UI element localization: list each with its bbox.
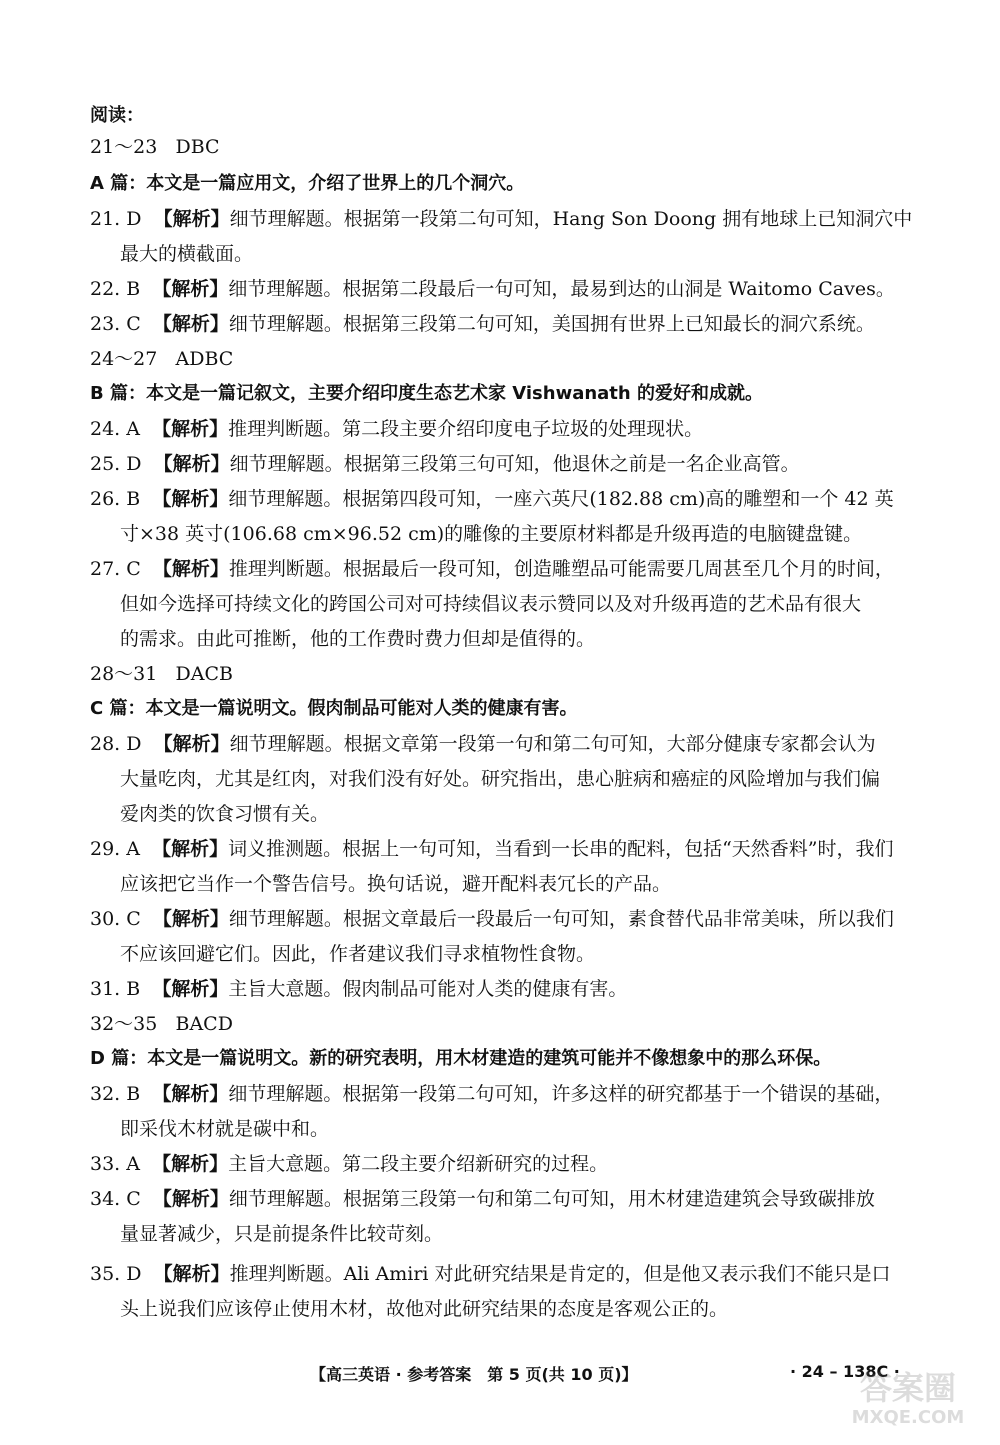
explanation-32: 32. B 【解析】细节理解题。根据第一段第二句可知，许多这样的研究都基于一个错误的基础，: [90, 1083, 894, 1105]
svg-text:答案圈: 答案圈: [859, 1369, 957, 1407]
explanation-31: 31. B 【解析】主旨大意题。假肉制品可能对人类的健康有害。: [90, 978, 628, 1000]
answer-range-d: 32～35 BACD: [90, 1013, 233, 1035]
answer-range-a: 21～23 DBC: [90, 136, 220, 158]
explanation-26: 26. B 【解析】细节理解题。根据第四段可知，一座六英尺(182.88 cm)高的雕塑和一个 42 英: [90, 488, 894, 510]
passage-a-intro: A 篇：本文是一篇应用文，介绍了世界上的几个洞穴。: [90, 173, 525, 194]
explanation-27-cont-2: 的需求。由此可推断，他的工作费时费力但却是值得的。: [120, 628, 596, 650]
explanation-33: 33. A 【解析】主旨大意题。第二段主要介绍新研究的过程。: [90, 1153, 609, 1175]
passage-d-intro: D 篇：本文是一篇说明文。新的研究表明，用木材建造的建筑可能并不像想象中的那么环保。: [90, 1048, 832, 1069]
watermark-logo: [828, 1361, 988, 1435]
explanation-34: 34. C 【解析】细节理解题。根据第三段第一句和第二句可知，用木材建造建筑会导致碳排放: [90, 1188, 875, 1210]
explanation-23: 23. C 【解析】细节理解题。根据第三段第二句可知，美国拥有世界上已知最长的洞穴系统。: [90, 313, 875, 335]
explanation-27: 27. C 【解析】推理判断题。根据最后一段可知，创造雕塑品可能需要几周甚至几个月的时间，: [90, 558, 894, 580]
explanation-21-cont: 最大的横截面。: [120, 243, 254, 265]
passage-b-intro: B 篇：本文是一篇记叙文，主要介绍印度生态艺术家 Vishwanath 的爱好和成就。: [90, 383, 763, 404]
explanation-30-cont: 不应该回避它们。因此，作者建议我们寻求植物性食物。: [120, 943, 596, 965]
passage-c-intro: C 篇：本文是一篇说明文。假肉制品可能对人类的健康有害。: [90, 698, 578, 719]
explanation-28: 28. D 【解析】细节理解题。根据文章第一段第一句和第二句可知，大部分健康专家都会认为: [90, 733, 876, 755]
explanation-28-cont-1: 大量吃肉，尤其是红肉，对我们没有好处。研究指出，患心脏病和癌症的风险增加与我们偏: [120, 768, 881, 790]
explanation-21: 21. D 【解析】细节理解题。根据第一段第二句可知，Hang Son Doong 拥有地球上已知洞穴中: [90, 208, 913, 230]
section-heading: 阅读：: [90, 105, 144, 126]
explanation-22: 22. B 【解析】细节理解题。根据第二段最后一句可知，最易到达的山洞是 Waitomo Caves。: [90, 278, 895, 300]
svg-text:MXQE.COM: MXQE.COM: [851, 1407, 965, 1428]
explanation-24: 24. A 【解析】推理判断题。第二段主要介绍印度电子垃圾的处理现状。: [90, 418, 704, 440]
explanation-28-cont-2: 爱肉类的饮食习惯有关。: [120, 803, 330, 825]
explanation-34-cont: 量显著减少，只是前提条件比较苛刻。: [120, 1223, 444, 1245]
explanation-32-cont: 即采伐木材就是碳中和。: [120, 1118, 330, 1140]
answer-range-b: 24～27 ADBC: [90, 348, 234, 370]
explanation-25: 25. D 【解析】细节理解题。根据第三段第三句可知，他退休之前是一名企业高管。: [90, 453, 800, 475]
explanation-35-cont: 头上说我们应该停止使用木材，故他对此研究结果的态度是客观公正的。: [120, 1298, 729, 1320]
explanation-26-cont: 寸×38 英寸(106.68 cm×96.52 cm)的雕像的主要原材料都是升级再造的电脑键盘键。: [120, 523, 863, 545]
answer-range-c: 28～31 DACB: [90, 663, 233, 685]
explanation-27-cont-1: 但如今选择可持续文化的跨国公司对可持续倡议表示赞同以及对升级再造的艺术品有很大: [120, 593, 862, 615]
page-footer: 【高三英语 · 参考答案 第 5 页(共 10 页)】: [310, 1365, 638, 1384]
doc-code: · 24 – 138C ·: [790, 1362, 900, 1381]
explanation-29-cont: 应该把它当作一个警告信号。换句话说，避开配料表冗长的产品。: [120, 873, 672, 895]
explanation-35: 35. D 【解析】推理判断题。Ali Amiri 对此研究结果是肯定的，但是他又表示我们不能只是口: [90, 1263, 891, 1285]
explanation-30: 30. C 【解析】细节理解题。根据文章最后一段最后一句可知，素食替代品非常美味，所以我们: [90, 908, 894, 930]
explanation-29: 29. A 【解析】词义推测题。根据上一句可知，当看到一长串的配料，包括“天然香料”时，我们: [90, 838, 894, 860]
